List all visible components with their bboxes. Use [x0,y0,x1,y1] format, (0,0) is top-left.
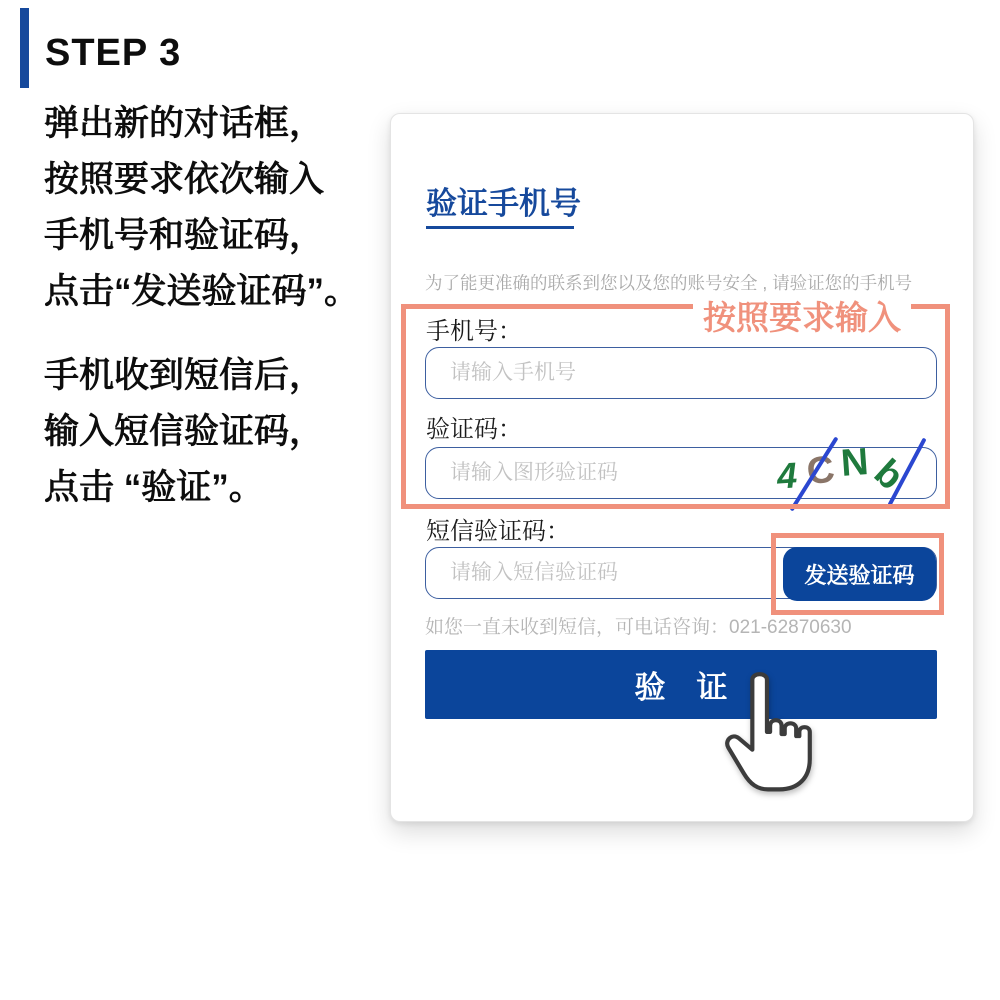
hand-cursor-icon [721,670,815,798]
verify-phone-dialog [390,113,974,822]
instruction-line: 点击 “验证”。 [44,468,264,507]
verify-button[interactable]: 验 证 [425,650,937,719]
instruction-line: 按照要求依次输入 [44,160,325,199]
send-code-button[interactable]: 发送验证码 [783,547,936,601]
phone-input[interactable] [425,347,937,399]
step-accent-bar [20,8,29,88]
sms-help-text: 如您一直未收到短信，可电话咨询：021-62870630 [425,617,852,638]
title-underline [426,226,574,229]
captcha-char: b [865,451,912,499]
captcha-char: C [804,448,838,494]
instruction-line: 手机收到短信后， [44,356,325,395]
dialog-subtitle: 为了能更准确的联系到您以及您的账号安全 , 请验证您的手机号 [425,273,913,293]
phone-label: 手机号： [426,318,522,345]
instruction-paragraph-2 [44,348,384,516]
captcha-char: 4 [775,454,799,497]
instruction-line: 点击“发送验证码”。 [44,272,360,311]
instruction-line: 输入短信验证码， [44,412,325,451]
instruction-line: 弹出新的对话框， [44,104,325,143]
dialog-title: 验证手机号 [426,186,581,221]
captcha-image[interactable] [775,441,935,500]
step-title: STEP 3 [45,32,182,74]
sms-code-label: 短信验证码： [426,518,570,545]
instruction-paragraph-1 [44,96,384,320]
instructions [44,96,384,516]
captcha-label: 验证码： [426,416,522,443]
highlight-annotation: 按照要求输入 [693,298,911,338]
captcha-char: N [839,441,870,485]
instruction-line: 手机号和验证码， [44,216,325,255]
